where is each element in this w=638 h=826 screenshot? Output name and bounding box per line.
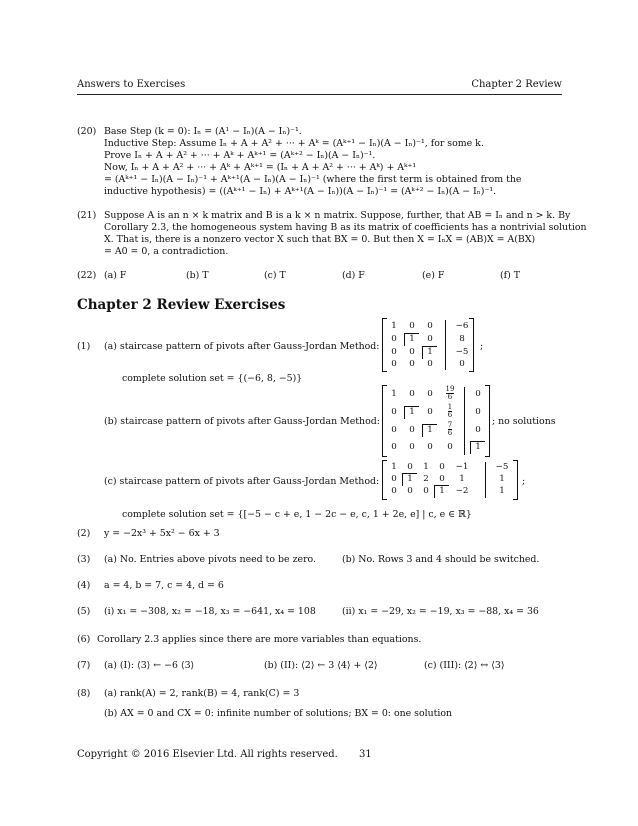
matrix-entry: $\frac{1}{6}$ (447, 403, 453, 419)
matrix-entry: 1 (423, 462, 429, 472)
matrix-entry: 0 (427, 321, 433, 331)
matrix-entry: $\frac{19}{6}$ (445, 385, 455, 401)
matrix-entry: −5 (455, 347, 469, 357)
matrix-entry: 0 (391, 486, 397, 496)
matrix-entry: 1 (459, 474, 465, 484)
matrix-entry: 1 (391, 389, 397, 399)
matrix-entry: 0 (409, 359, 415, 369)
matrix-entry: 0 (427, 407, 433, 417)
matrix-entry: 0 (423, 486, 429, 496)
exercise-number: (4) (77, 580, 91, 591)
r1c-solution: complete solution set = {[−5 − c + e, 1 − 2c − e, c, 1 + 2e, e] | c, e ∈ ℝ} (122, 509, 472, 520)
exercise-number: (8) (77, 688, 91, 699)
matrix-entry: 0 (409, 389, 415, 399)
ex21-line: Corollary 2.3, the homogeneous system having B as its matrix of coefficients has a nontrivial solution (104, 222, 587, 233)
matrix-entry: 1 (391, 462, 397, 472)
exercise-number: (20) (77, 126, 97, 137)
matrix-entry: 0 (391, 407, 397, 417)
matrix-1b (382, 385, 490, 457)
matrix-entry: 0 (427, 389, 433, 399)
matrix-entry: 0 (409, 321, 415, 331)
matrix-entry: 0 (427, 442, 433, 452)
r1a-tail: ; (480, 341, 484, 352)
matrix-entry: 2 (423, 474, 429, 484)
ex20-line: inductive hypothesis) = ((Aᵏ⁺¹ − Iₙ) + Aᵏ⁺¹(A − Iₙ))(A − Iₙ)⁻¹ = (Aᵏ⁺² − Iₙ)(A − Iₙ)⁻¹. (104, 186, 497, 197)
matrix-entry: 1 (409, 334, 415, 344)
pivot-staircase-line (422, 424, 437, 437)
r8-answer-a: (a) rank(A) = 2, rank(B) = 4, rank(C) = 3 (104, 688, 300, 699)
matrix-entry: −2 (455, 486, 469, 496)
matrix-entry: 0 (391, 474, 397, 484)
matrix-entry: $\frac{7}{6}$ (447, 421, 453, 437)
ex20-line: Now, Iₙ + A + A² + ··· + Aᵏ + Aᵏ⁺¹ = (Iₙ + A + A² + ··· + Aᵏ) + Aᵏ⁺¹ (104, 162, 417, 173)
running-header-left: Answers to Exercises (77, 79, 186, 90)
ex22-answer: (f) T (500, 270, 521, 281)
matrix-entry: 0 (391, 442, 397, 452)
matrix-entry: −5 (495, 462, 509, 472)
ex22-answer: (a) F (104, 270, 127, 281)
matrix-entry: 1 (409, 407, 415, 417)
running-header-right: Chapter 2 Review (471, 79, 562, 90)
r7-answer-a: (a) (I): ⟨3⟩ ← −6 ⟨3⟩ (104, 660, 195, 671)
exercise-number: (3) (77, 554, 91, 565)
matrix-entry: 0 (391, 359, 397, 369)
ex21-line: Suppose A is an n × k matrix and B is a k × n matrix. Suppose, further, that AB = Iₙ and n > k. By (104, 210, 571, 221)
matrix-entry: −6 (455, 321, 469, 331)
exercise-number: (1) (77, 341, 91, 352)
ex20-line: Base Step (k = 0): Iₙ = (A¹ − Iₙ)(A − Iₙ)⁻¹. (104, 126, 302, 137)
matrix-entry: −1 (455, 462, 469, 472)
matrix-entry: 0 (439, 462, 445, 472)
exercise-number: (2) (77, 528, 91, 539)
r5-answer-i: (i) x₁ = −308, x₂ = −18, x₃ = −641, x₄ = 108 (104, 606, 316, 617)
matrix-entry: 0 (409, 442, 415, 452)
pivot-staircase-line (402, 473, 417, 486)
r1c-text: (c) staircase pattern of pivots after Gauss-Jordan Method: (104, 476, 380, 487)
exercise-number: (5) (77, 606, 91, 617)
matrix-entry: 0 (391, 347, 397, 357)
matrix-entry: 1 (407, 474, 413, 484)
r1a-solution: complete solution set = {(−6, 8, −5)} (122, 373, 303, 384)
matrix-entry: 0 (391, 334, 397, 344)
matrix-entry: 0 (409, 347, 415, 357)
matrix-entry: 0 (427, 359, 433, 369)
matrix-entry: 0 (407, 486, 413, 496)
ex21-line: = A0 = 0, a contradiction. (104, 246, 229, 257)
pivot-staircase-line (434, 485, 449, 498)
copyright-text: Copyright © 2016 Elsevier Ltd. All rights reserved. (77, 749, 338, 760)
ex20-line: Prove Iₙ + A + A² + ··· + Aᵏ + Aᵏ⁺¹ = (Aᵏ⁺² − Iₙ)(A − Iₙ)⁻¹. (104, 150, 376, 161)
pivot-staircase-line (422, 346, 437, 359)
matrix-1a (382, 318, 474, 372)
r3-answer-b: (b) No. Rows 3 and 4 should be switched. (342, 554, 540, 565)
matrix-entry: 8 (459, 334, 465, 344)
pivot-staircase-line (470, 441, 485, 454)
matrix-entry: 1 (427, 347, 433, 357)
page-number: 31 (359, 749, 372, 760)
matrix-entry: 0 (409, 425, 415, 435)
matrix-entry: 0 (439, 474, 445, 484)
matrix-entry: 0 (475, 389, 481, 399)
exercise-number: (6) (77, 634, 91, 645)
r1b-tail: ; no solutions (492, 416, 556, 427)
exercise-number: (21) (77, 210, 97, 221)
matrix-entry: 0 (475, 407, 481, 417)
ex22-answer: (c) T (264, 270, 286, 281)
section-heading: Chapter 2 Review Exercises (77, 297, 286, 313)
ex20-line: Inductive Step: Assume Iₙ + A + A² + ··· + Aᵏ = (Aᵏ⁺¹ − Iₙ)(A − Iₙ)⁻¹, for some k. (104, 138, 484, 149)
r5-answer-ii: (ii) x₁ = −29, x₂ = −19, x₃ = −88, x₄ = 36 (342, 606, 539, 617)
r8-answer-b: (b) AX = 0 and CX = 0: infinite number of solutions; BX = 0: one solution (104, 708, 453, 719)
matrix-entry: 0 (407, 462, 413, 472)
matrix-entry: 0 (391, 425, 397, 435)
ex22-answer: (e) F (422, 270, 445, 281)
r2-text: y = −2x³ + 5x² − 6x + 3 (104, 528, 220, 539)
matrix-entry: 0 (447, 442, 453, 452)
exercise-number: (22) (77, 270, 97, 281)
matrix-1c (382, 460, 518, 500)
r1b-text: (b) staircase pattern of pivots after Gauss-Jordan Method: (104, 416, 380, 427)
r3-answer-a: (a) No. Entries above pivots need to be zero. (104, 554, 317, 565)
matrix-entry: 0 (459, 359, 465, 369)
matrix-entry: 1 (499, 486, 505, 496)
r1a-text: (a) staircase pattern of pivots after Gauss-Jordan Method: (104, 341, 380, 352)
ex22-answer: (d) F (342, 270, 365, 281)
r1c-tail: ; (522, 476, 526, 487)
matrix-entry: 1 (427, 425, 433, 435)
pivot-staircase-line (404, 406, 419, 419)
exercise-number: (7) (77, 660, 91, 671)
header-rule (77, 94, 562, 95)
ex20-line: = (Aᵏ⁺¹ − Iₙ)(A − Iₙ)⁻¹ + Aᵏ⁺¹(A − Iₙ)(A − Iₙ)⁻¹ (where the first term is obtained from the (104, 174, 522, 185)
ex22-answer: (b) T (186, 270, 209, 281)
matrix-entry: 1 (499, 474, 505, 484)
footer (77, 749, 372, 760)
matrix-entry: 1 (439, 486, 445, 496)
r6-text: Corollary 2.3 applies since there are more variables than equations. (97, 634, 422, 645)
matrix-entry: 0 (427, 334, 433, 344)
matrix-entry: 1 (391, 321, 397, 331)
r4-text: a = 4, b = 7, c = 4, d = 6 (104, 580, 224, 591)
pivot-staircase-line (404, 333, 419, 346)
matrix-entry: 0 (475, 425, 481, 435)
r7-answer-b: (b) (II): ⟨2⟩ ← 3 ⟨4⟩ + ⟨2⟩ (264, 660, 378, 671)
r7-answer-c: (c) (III): ⟨2⟩ ↔ ⟨3⟩ (424, 660, 505, 671)
ex21-line: X. That is, there is a nonzero vector X such that BX = 0. But then X = IₙX = (AB)X = A(BX) (104, 234, 536, 245)
matrix-entry: 1 (475, 442, 481, 452)
